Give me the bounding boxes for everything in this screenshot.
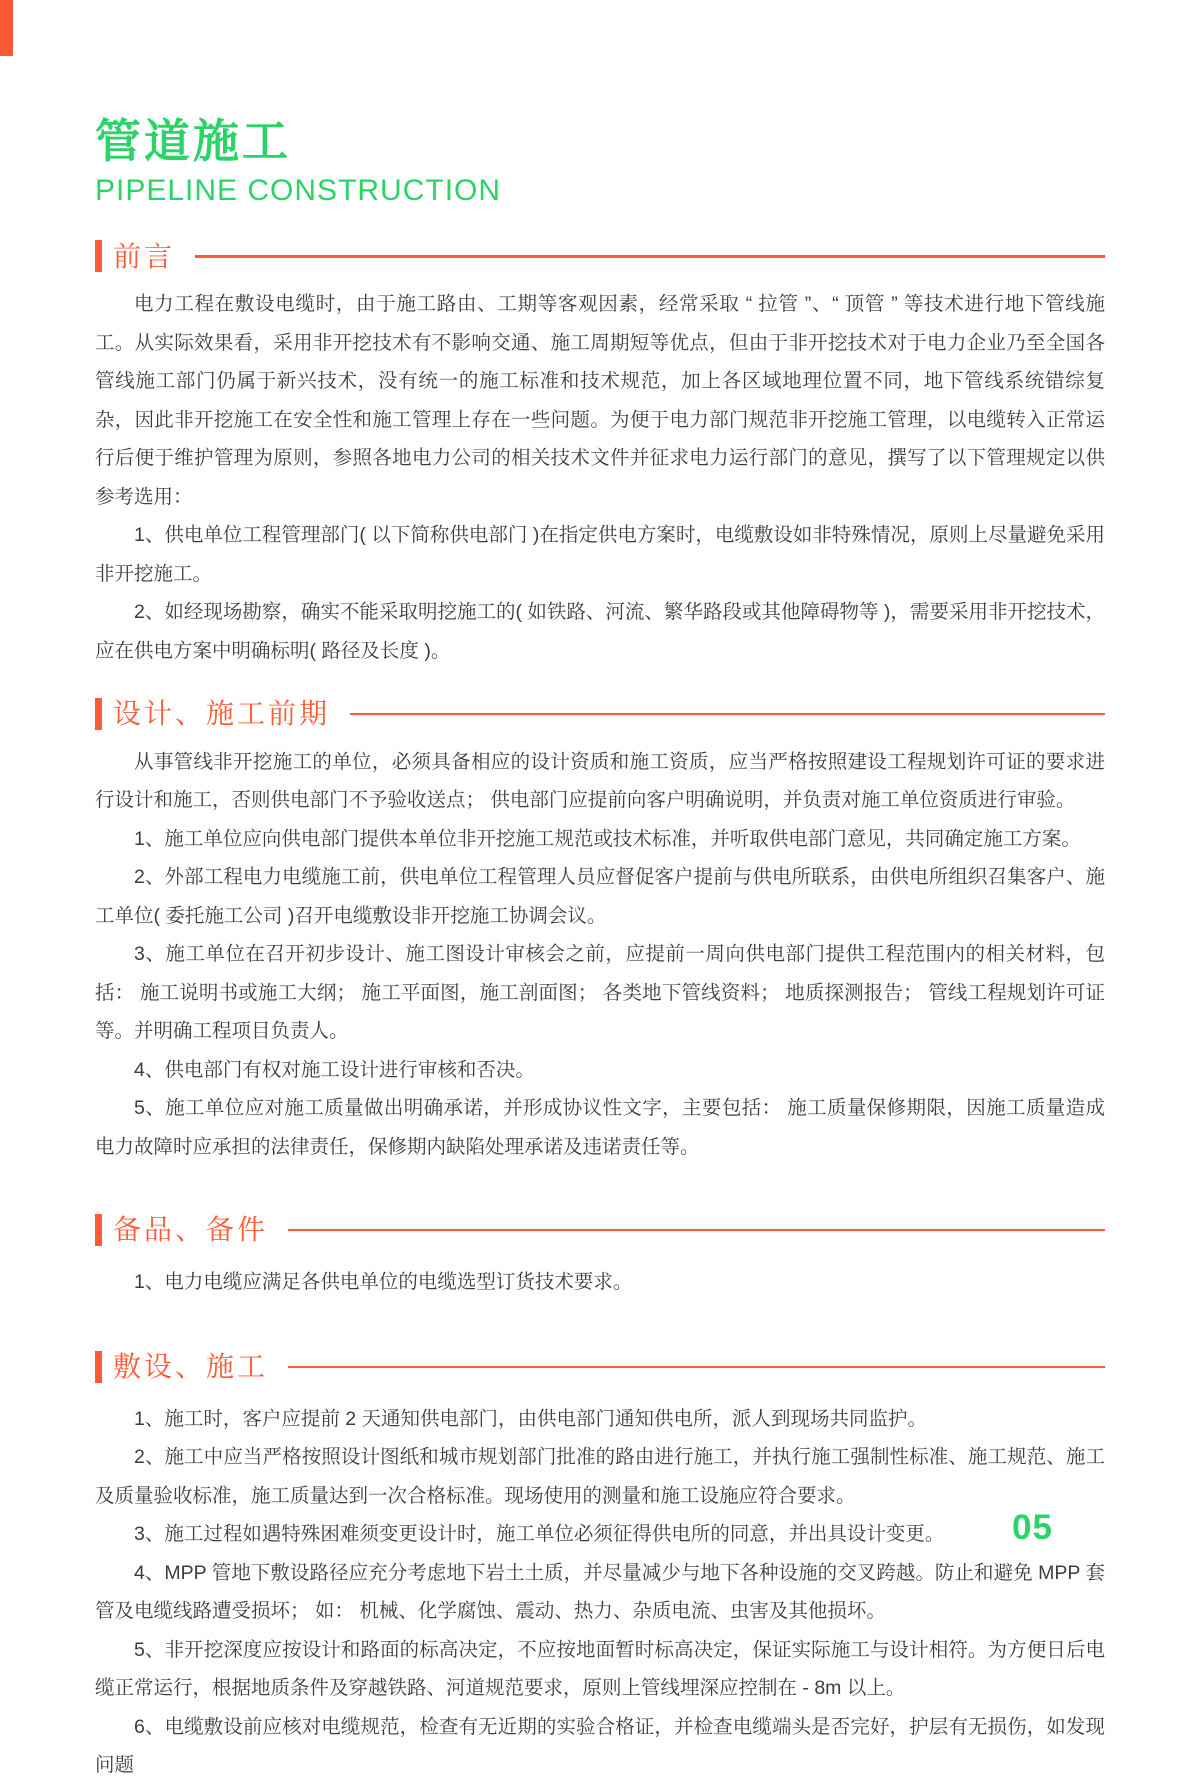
section-preface-header	[95, 240, 1105, 274]
paragraph: 1、供电单位工程管理部门( 以下简称供电部门 )在指定供电方案时，电缆敷设如非特殊情况，原则上尽量避免采用非开挖施工。	[95, 524, 1105, 585]
paragraph: 2、如经现场勘察，确实不能采取明挖施工的( 如铁路、河流、繁华路段或其他障碍物等 )，需要采用非开挖技术，应在供电方案中明确标明( 路径及长度 )。	[95, 601, 1105, 662]
paragraph: 6、电缆敷设前应核对电缆规范，检查有无近期的实验合格证，并检查电缆端头是否完好，护层有无损伤，如发现问题	[95, 1715, 1105, 1777]
paragraph: 2、外部工程电力电缆施工前，供电单位工程管理人员应督促客户提前与供电所联系，由供电所组织召集客户、施工单位( 委托施工公司 )召开电缆敷设非开挖施工协调会议。	[95, 866, 1105, 927]
paragraph: 3、施工单位在召开初步设计、施工图设计审核会之前，应提前一周向供电部门提供工程范围内的相关材料，包括： 施工说明书或施工大纲； 施工平面图，施工剖面图； 各类地下管线资料； 地质探测报告； 管线工程规划许可证等。并明确工程项目负责人。	[95, 943, 1105, 1043]
heading-bar	[95, 1214, 102, 1246]
section-laying-body	[95, 1400, 1105, 1785]
section-design-body	[95, 743, 1105, 1167]
heading-bar	[95, 1351, 102, 1383]
section-heading: 设计、施工前期	[113, 698, 331, 730]
paragraph: 4、供电部门有权对施工设计进行审核和否决。	[134, 1058, 535, 1081]
section-heading: 敷设、施工	[113, 1351, 269, 1383]
section-preface	[95, 240, 1105, 671]
paragraph: 1、施工时，客户应提前 2 天通知供电部门，由供电部门通知供电所，派人到现场共同监护。	[134, 1407, 928, 1430]
section-heading: 前言	[113, 240, 176, 272]
heading-bar	[95, 698, 102, 730]
heading-rule	[288, 1229, 1105, 1232]
paragraph: 2、施工中应当严格按照设计图纸和城市规划部门批准的路由进行施工，并执行施工强制性标准、施工规范、施工及质量验收标准，施工质量达到一次合格标准。现场使用的测量和施工设施应符合要求。	[95, 1446, 1105, 1507]
paragraph: 4、MPP 管地下敷设路径应充分考虑地下岩土土质，并尽量减少与地下各种设施的交叉跨越。防止和避免 MPP 套管及电缆线路遭受损坏； 如： 机械、化学腐蚀、震动、热力、杂质电流、虫害及其他损坏。	[95, 1561, 1105, 1623]
page-title: 管道施工	[95, 115, 291, 167]
heading-rule	[195, 255, 1105, 258]
paragraph: 从事管线非开挖施工的单位，必须具备相应的设计资质和施工资质，应当严格按照建设工程规划许可证的要求进行设计和施工，否则供电部门不予验收送点； 供电部门应提前向客户明确说明，并负责对施工单位资质进行审验。	[95, 750, 1105, 812]
paragraph: 1、施工单位应向供电部门提供本单位非开挖施工规范或技术标准，并听取供电部门意见，共同确定施工方案。	[134, 827, 1081, 850]
paragraph: 5、非开挖深度应按设计和路面的标高决定，不应按地面暂时标高决定，保证实际施工与设计相符。为方便日后电缆正常运行，根据地质条件及穿越铁路、河道规范要求，原则上管线埋深应控制在 - 8m 以上。	[95, 1638, 1105, 1700]
paragraph: 1、电力电缆应满足各供电单位的电缆选型订货技术要求。	[134, 1270, 633, 1293]
heading-rule	[288, 1366, 1105, 1369]
page-number: 05	[1012, 1508, 1053, 1547]
paragraph: 5、施工单位应对施工质量做出明确承诺，并形成协议性文字，主要包括： 施工质量保修期限，因施工质量造成电力故障时应承担的法律责任，保修期内缺陷处理承诺及违诺责任等。	[95, 1097, 1105, 1158]
corner-accent	[0, 0, 13, 56]
section-design-preconstruction	[95, 697, 1105, 1166]
section-heading: 备品、备件	[113, 1214, 269, 1246]
section-preface-body	[95, 285, 1105, 670]
paragraph: 电力工程在敷设电缆时，由于施工路由、工期等客观因素，经常采取 “ 拉管 ”、“ 顶管 ” 等技术进行地下管线施工。从实际效果看，采用非开挖技术有不影响交通、施工周期短等优点，但由于非开挖技术对于电力企业乃至全国各管线施工部门仍属于新兴技术，没有统一的施工标准和技术规范，加上各区域地理位置不同，地下管线系统错综复杂，因此非开挖施工在安全性和施工管理上存在一些问题。为便于电力部门规范非开挖施工管理，以电缆转入正常运行后便于维护管理为原则，参照各地电力公司的相关技术文件并征求电力运行部门的意见，撰写了以下管理规定以供参考选用：	[95, 293, 1105, 508]
section-spares-body	[95, 1263, 1105, 1302]
section-design-header	[95, 697, 1105, 731]
heading-bar	[95, 240, 102, 272]
heading-rule	[350, 713, 1105, 716]
section-spare-parts	[95, 1213, 1105, 1301]
paragraph: 3、施工过程如遇特殊困难须变更设计时，施工单位必须征得供电所的同意，并出具设计变更。	[134, 1523, 945, 1546]
section-laying-header	[95, 1350, 1105, 1384]
page-subtitle: PIPELINE CONSTRUCTION	[95, 173, 502, 207]
section-laying-construction	[95, 1350, 1105, 1785]
section-spares-header	[95, 1213, 1105, 1247]
